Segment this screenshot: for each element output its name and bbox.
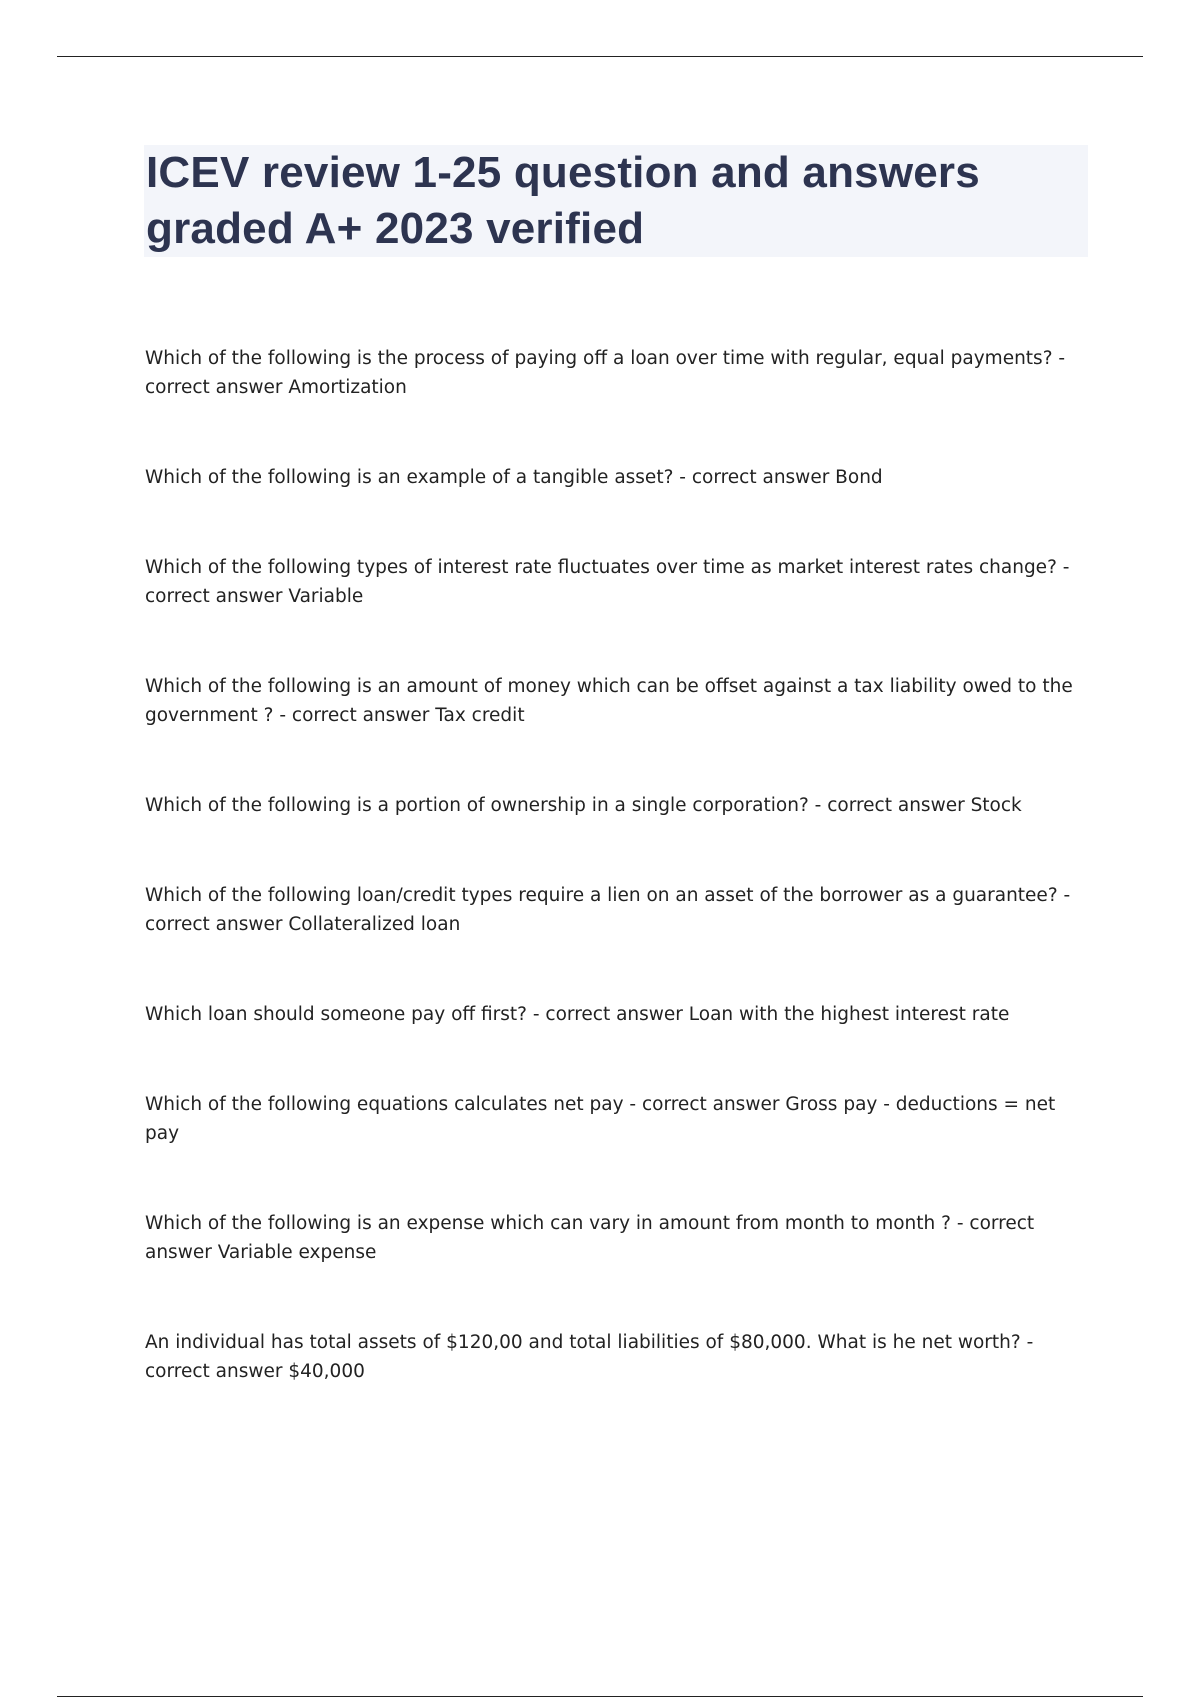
qa-item: Which of the following is the process of paying off a loan over time with regular, equal payments? - correct answer Amortization [145,348,1066,398]
qa-list [145,344,1085,1447]
qa-item: Which of the following loan/credit types require a lien on an asset of the borrower as a guarantee? - correct answer Collateralized loan [145,885,1071,935]
qa-item: Which of the following is an expense which can vary in amount from month to month ? - correct answer Variable expense [145,1213,1035,1263]
qa-item: Which of the following is an amount of money which can be offset against a tax liability owed to the government ? - correct answer Tax credit [145,676,1073,726]
title-block [144,145,1088,257]
bottom-rule [57,1696,1143,1697]
qa-item: Which of the following is an example of a tangible asset? - correct answer Bond [145,467,883,488]
qa-item: An individual has total assets of $120,00 and total liabilities of $80,000. What is he net worth? - correct answer $40,000 [145,1332,1034,1382]
qa-item: Which of the following equations calculates net pay - correct answer Gross pay - deductions = net pay [145,1094,1056,1144]
qa-item: Which of the following is a portion of ownership in a single corporation? - correct answer Stock [145,795,1022,816]
qa-item: Which loan should someone pay off first? - correct answer Loan with the highest interest rate [145,1004,1010,1025]
qa-item: Which of the following types of interest rate fluctuates over time as market interest rates change? - correct answer Variable [145,557,1070,607]
top-rule [57,56,1143,57]
document-title: ICEV review 1-25 question and answers graded A+ 2023 verified [146,148,980,253]
